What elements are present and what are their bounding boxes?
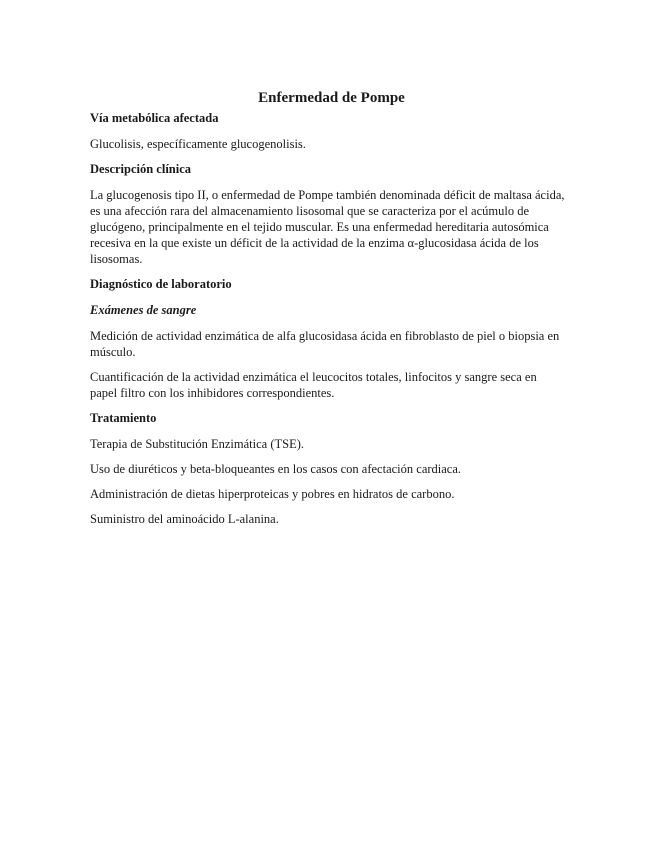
- paragraph: Medición de actividad enzimática de alfa glucosidasa ácida en fibroblasto de piel o biopsia en músculo.: [90, 329, 560, 359]
- section-heading: Descripción clínica: [90, 162, 192, 176]
- section-clinical-description: [90, 161, 565, 267]
- paragraph: Suministro del aminoácido L-alanina.: [90, 512, 279, 526]
- paragraph: Glucolisis, específicamente glucogenolisis.: [90, 137, 306, 151]
- section-heading: Tratamiento: [90, 411, 157, 425]
- paragraph: La glucogenosis tipo II, o enfermedad de Pompe también denominada déficit de maltasa ácida, es una afección rara del almacenamiento lisosomal que se caracteriza por el acúmulo de glucógeno, principalmente en el tejido muscular. Es una enfermedad hereditaria autosómica recesiva en la que existe un déficit de la actividad de la enzima α-glucosidasa ácida de los lisosomas.: [90, 188, 565, 266]
- paragraph: Cuantificación de la actividad enzimática el leucocitos totales, linfocitos y sangre seca en papel filtro con los inhibidores correspondientes.: [90, 370, 537, 400]
- document-body: [90, 88, 565, 536]
- section-subheading: Exámenes de sangre: [90, 303, 197, 317]
- section-treatment: [90, 410, 565, 527]
- paragraph: Administración de dietas hiperproteicas y pobres en hidratos de carbono.: [90, 487, 455, 501]
- section-heading: Diagnóstico de laboratorio: [90, 277, 232, 291]
- section-heading: Vía metabólica afectada: [90, 111, 219, 125]
- section-metabolic-pathway: [90, 110, 565, 152]
- paragraph: Terapia de Substitución Enzimática (TSE).: [90, 437, 304, 451]
- section-lab-diagnosis: [90, 276, 565, 401]
- document-title: Enfermedad de Pompe: [258, 90, 405, 106]
- paragraph: Uso de diuréticos y beta-bloqueantes en los casos con afectación cardiaca.: [90, 462, 462, 476]
